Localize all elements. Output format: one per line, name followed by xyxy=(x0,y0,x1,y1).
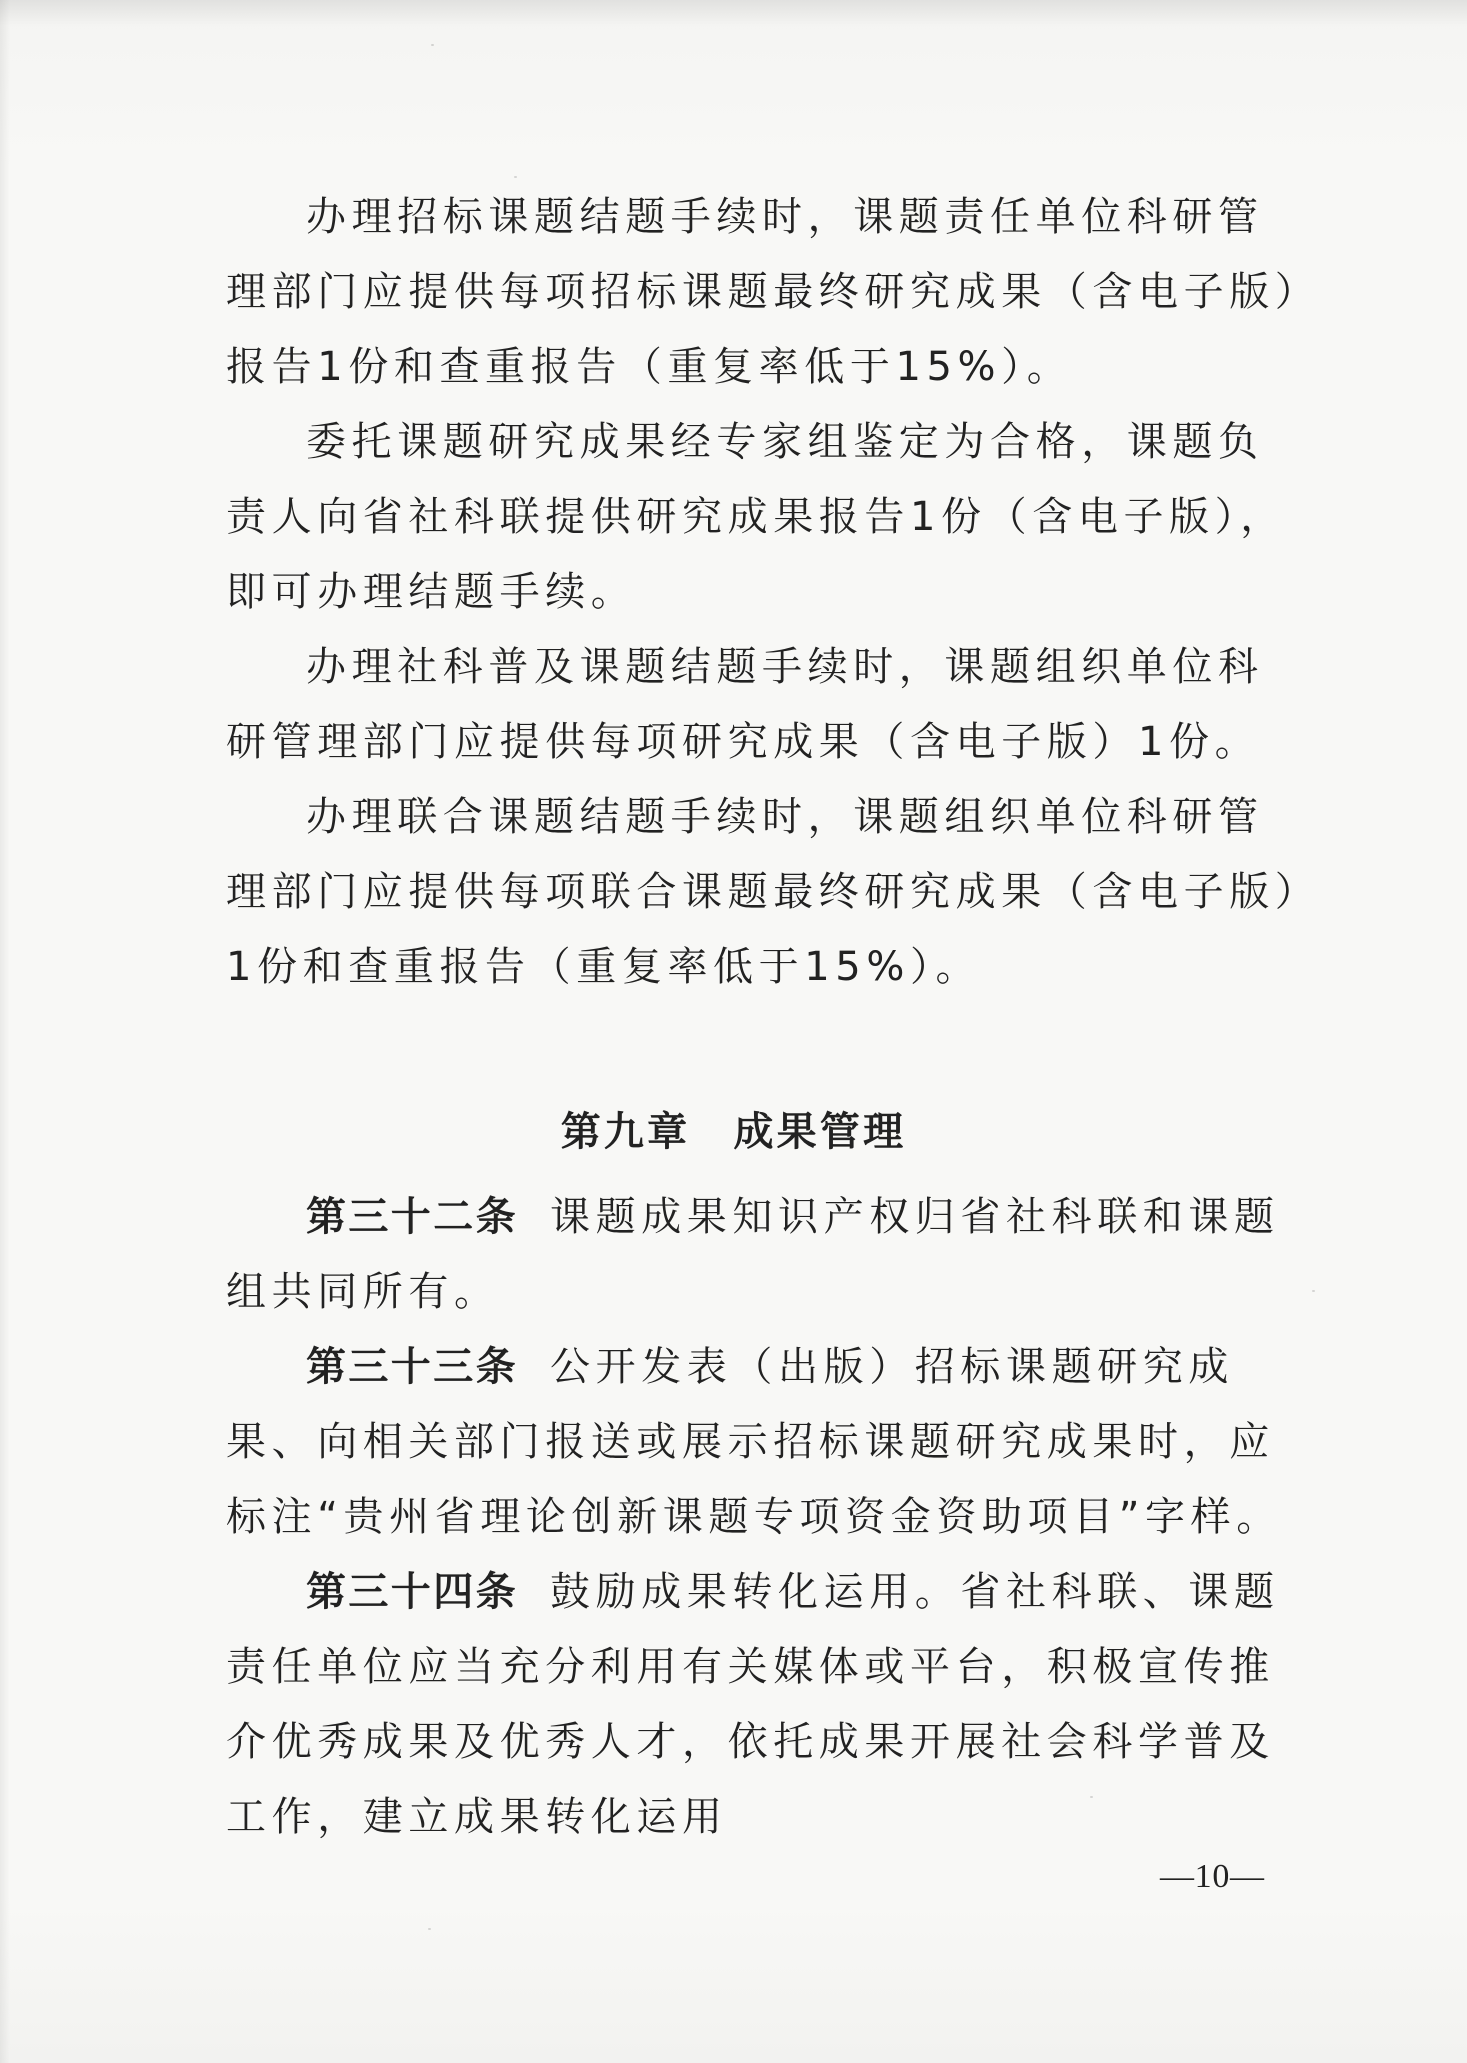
scan-top-shadow xyxy=(0,0,1467,26)
scan-speck xyxy=(431,44,434,46)
article-33-title: 第三十三条 xyxy=(306,1344,518,1390)
paragraph-commissioned-project-closure: 委托课题研究成果经专家组鉴定为合格，课题负责人向省社科联提供研究成果报告1份（含电子版），即可办理结题手续。 xyxy=(226,419,1286,615)
scan-left-shadow xyxy=(0,0,10,2063)
paragraph-joint-project-closure: 办理联合课题结题手续时，课题组织单位科研管理部门应提供每项联合课题最终研究成果（含电子版）1份和查重报告（重复率低于15%）。 xyxy=(226,794,1301,990)
article-34-title: 第三十四条 xyxy=(306,1569,518,1615)
article-34 xyxy=(226,1555,1306,1855)
lower-body-text xyxy=(226,1180,1306,1855)
upper-body-text xyxy=(226,180,1306,1005)
paragraph-popularization-project-closure: 办理社科普及课题结题手续时，课题组织单位科研管理部门应提供每项研究成果（含电子版）1份。 xyxy=(226,644,1264,765)
article-33-text: 公开发表（出版）招标课题研究成果、向相关部门报送或展示招标课题研究成果时，应标注“贵州省理论创新课题专项资金资助项目”字样。 xyxy=(226,1344,1282,1540)
chapter-heading: 第九章 成果管理 xyxy=(560,1109,907,1155)
scan-speck xyxy=(1312,1290,1315,1292)
scan-speck xyxy=(514,176,517,178)
paragraph-bid-project-closure: 办理招标课题结题手续时，课题责任单位科研管理部门应提供每项招标课题最终研究成果（含电子版）报告1份和查重报告（重复率低于15%）。 xyxy=(226,194,1301,390)
article-34-text: 鼓励成果转化运用。省社科联、课题责任单位应当充分利用有关媒体或平台，积极宣传推介优秀成果及优秀人才，依托成果开展社会科学普及工作，建立成果转化运用 xyxy=(226,1569,1280,1840)
article-32-text: 课题成果知识产权归省社科联和课题组共同所有。 xyxy=(226,1194,1280,1315)
article-32 xyxy=(226,1180,1306,1330)
article-32-title: 第三十二条 xyxy=(306,1194,518,1240)
article-33 xyxy=(226,1330,1306,1555)
page-number: —10— xyxy=(1160,1858,1265,1895)
scan-speck xyxy=(428,1928,431,1930)
